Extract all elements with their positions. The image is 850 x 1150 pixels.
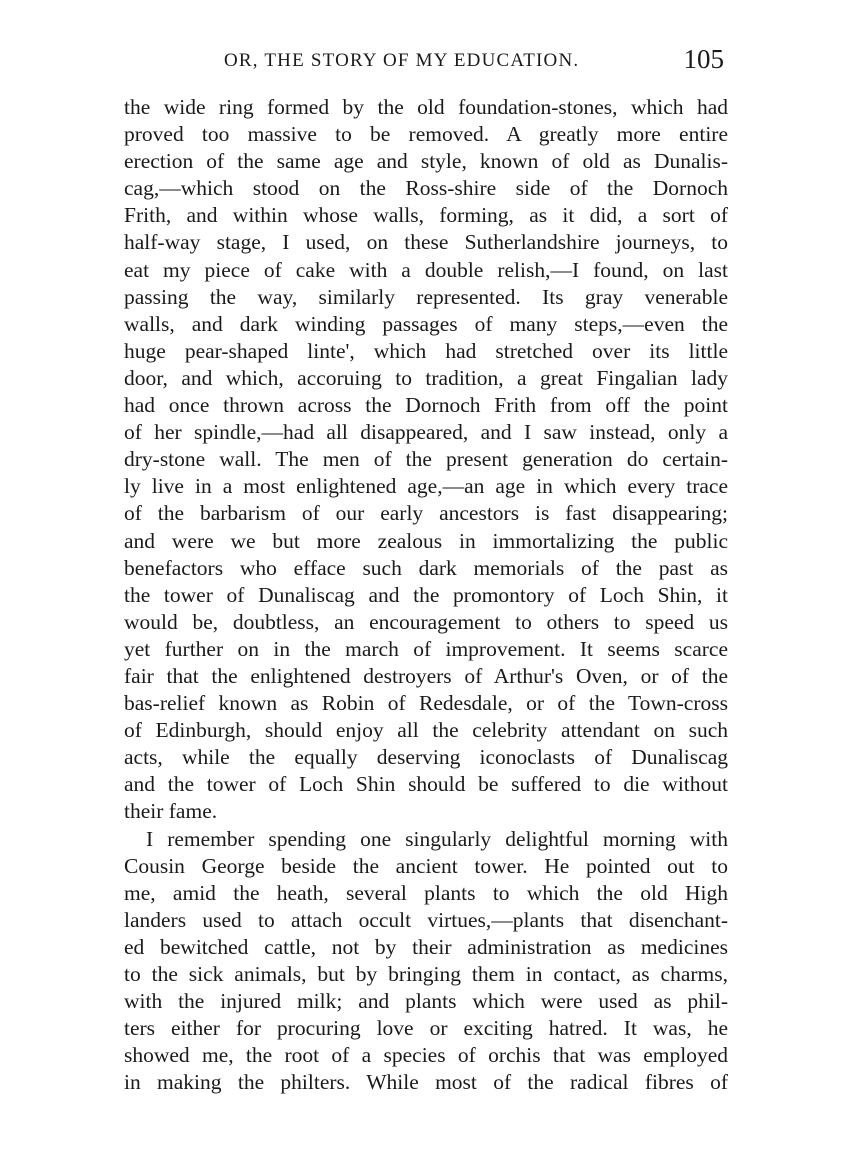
text-line: ed bewitched cattle, not by their administration as medicines: [124, 934, 728, 959]
text-line: had once thrown across the Dornoch Frith from off the point: [124, 393, 728, 418]
text-line: dry-stone wall. The men of the present generation do certain-: [124, 447, 728, 472]
text-line: to the sick animals, but by bringing them in contact, as charms,: [124, 962, 728, 986]
text-line: Frith, and within whose walls, forming, as it did, a sort of: [124, 203, 728, 228]
text-line: proved too massive to be removed. A greatly more entire: [124, 122, 728, 147]
text-line: the wide ring formed by the old foundation-stones, which had: [124, 95, 728, 119]
text-line: cag,—which stood on the Ross-shire side of the Dornoch: [124, 176, 728, 201]
text-line: bas-relief known as Robin of Redesdale, or of the Town-cross: [124, 691, 728, 716]
body-text: [124, 94, 728, 1096]
text-line: and were we but more zealous in immortalizing the public: [124, 528, 728, 553]
paragraph-2: [124, 826, 728, 1097]
text-line: eat my piece of cake with a double relish,—I found, on last: [124, 257, 728, 282]
text-line: yet further on in the march of improvement. It seems scarce: [124, 636, 728, 661]
running-head: [124, 44, 728, 80]
text-line: fair that the enlightened destroyers of Arthur's Oven, or of the: [124, 663, 728, 688]
text-line: acts, while the equally deserving iconoclasts of Dunaliscag: [124, 745, 728, 770]
text-line: the tower of Dunaliscag and the promontory of Loch Shin, it: [124, 582, 728, 607]
running-title: OR, THE STORY OF MY EDUCATION.: [224, 50, 580, 71]
paragraph-1: [124, 94, 728, 826]
text-line: would be, doubtless, an encouragement to others to speed us: [124, 609, 728, 634]
text-line: half-way stage, I used, on these Sutherlandshire journeys, to: [124, 230, 728, 255]
text-line: with the injured milk; and plants which were used as phil-: [124, 989, 728, 1014]
text-line: landers used to attach occult virtues,—plants that disenchant-: [124, 907, 728, 932]
text-line: of Edinburgh, should enjoy all the celebrity attendant on such: [124, 718, 728, 743]
text-line: ly live in a most enlightened age,—an age in which every trace: [124, 474, 728, 499]
text-line: ters either for procuring love or exciting hatred. It was, he: [124, 1016, 728, 1041]
text-line: of the barbarism of our early ancestors is fast disappearing;: [124, 501, 728, 526]
text-line: in making the philters. While most of the radical fibres of: [124, 1070, 728, 1095]
text-line: Cousin George beside the ancient tower. He pointed out to: [124, 853, 728, 878]
text-line: erection of the same age and style, known of old as Dunalis-: [124, 149, 728, 174]
text-line: and the tower of Loch Shin should be suffered to die without: [124, 772, 728, 797]
page-number: 105: [683, 44, 724, 74]
text-line: door, and which, accoruing to tradition, a great Fingalian lady: [124, 365, 728, 390]
text-line: showed me, the root of a species of orchis that was employed: [124, 1043, 728, 1068]
text-line: walls, and dark winding passages of many steps,—even the: [124, 311, 728, 336]
text-line: huge pear-shaped linte', which had stretched over its little: [124, 338, 728, 363]
text-line: passing the way, similarly represented. Its gray venerable: [124, 284, 728, 309]
text-line: their fame.: [124, 799, 218, 824]
text-line: of her spindle,—had all disappeared, and I saw instead, only a: [124, 420, 728, 445]
text-line: I remember spending one singularly delightful morning with: [146, 826, 728, 851]
text-line: benefactors who efface such dark memorials of the past as: [124, 555, 728, 580]
text-line: me, amid the heath, several plants to which the old High: [124, 880, 728, 905]
